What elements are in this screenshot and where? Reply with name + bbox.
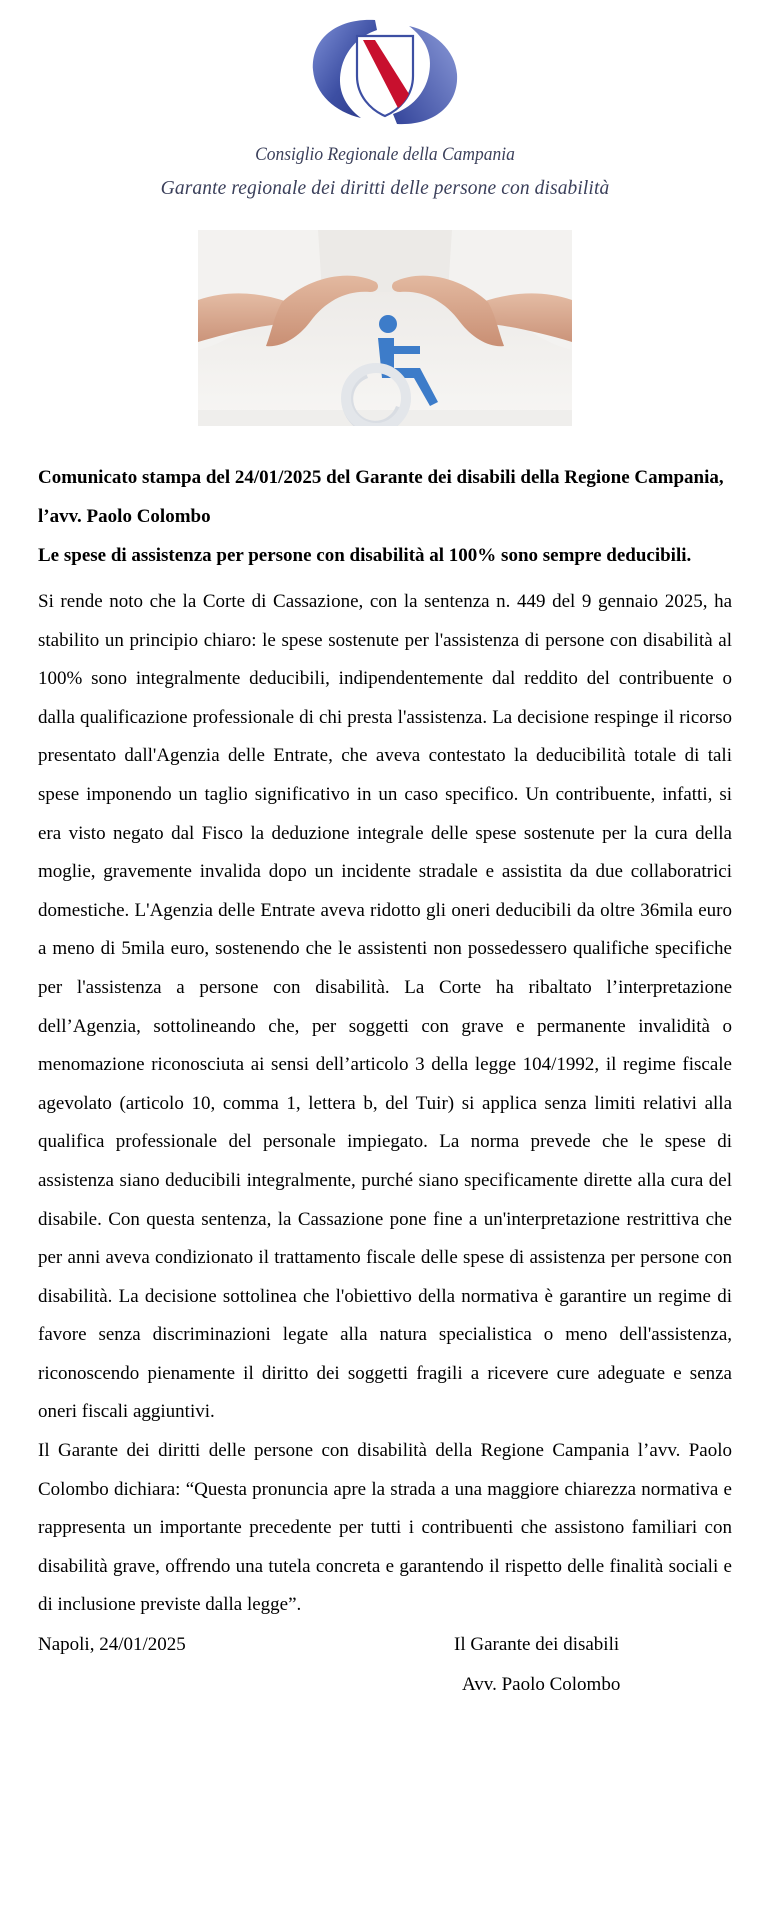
signature-name: Avv. Paolo Colombo (462, 1674, 621, 1696)
body-paragraph-1: Si rende noto che la Corte di Cassazione, con la sentenza n. 449 del 9 gennaio 2025, ha stabilito un principio chiaro: le spese sostenute per l'assistenza di persone con disabilità al 100% sono integralmente deducibili, indipendentemente dal reddito del contribuente o dalla qualificazione professionale di chi presta l'assistenza. La decisione respinge il ricorso presentato dall'Agenzia delle Entrate, che aveva contestato la deducibilità totale di tali spese imponendo un taglio significativo in un caso specifico. Un contribuente, infatti, si era visto negato dal Fisco la deduzione integrale delle spese sostenute per la cura della moglie, gravemente invalida dopo un incidente stradale e assistita da due collaboratrici domestiche. L'Agenzia delle Entrate aveva ridotto gli oneri deducibili da oltre 36mila euro a meno di 5mila euro, sostenendo che le assistenti non possedessero qualifiche specifiche per l'assistenza a persone con disabilità. La Corte ha ribaltato l’interpretazione dell’Agenzia, sottolineando che, per soggetti con grave e permanente invalidità o menomazione riconosciuta ai sensi dell’articolo 3 della legge 104/1992, il regime fiscale agevolato (articolo 10, comma 1, lettera b, del Tuir) si applica senza limiti relativi alla qualifica professionale del personale impiegato. La norma prevede che le spese di assistenza siano deducibili integralmente, purché siano specificamente dirette alla cura del disabile. Con questa sentenza, la Cassazione pone fine a un'interpretazione restrittiva che per anni aveva condizionato il trattamento fiscale delle spese di assistenza per persone con disabilità. La decisione sottolinea che l'obiettivo della normativa è garantire un regime di favore senza discriminazioni legate alla natura specialistica o meno dell'assistenza, riconoscendo pienamente il diritto dei soggetti fragili a ricevere cure adeguate e senza oneri fiscali aggiuntivi. (38, 591, 732, 1423)
office-name: Garante regionale dei diritti delle persone con disabilità (160, 178, 610, 199)
headline-title: Comunicato stampa del 24/01/2025 del Garante dei disabili della Regione Campania, l’avv. Paolo Colombo (38, 467, 724, 527)
signature-row (38, 1625, 732, 1705)
letterhead (38, 0, 732, 200)
headline-subtitle: Le spese di assistenza per persone con disabilità al 100% sono sempre deducibili. (38, 545, 692, 566)
body-text (38, 583, 732, 1625)
signature-block (454, 1625, 654, 1705)
headline (38, 458, 732, 575)
campania-council-logo (305, 14, 465, 130)
signature-title: Il Garante dei disabili (454, 1634, 620, 1656)
protective-hands-photo (198, 230, 572, 426)
place-date: Napoli, 24/01/2025 (38, 1634, 186, 1656)
org-name: Consiglio Regionale della Campania (255, 144, 515, 165)
body-paragraph-2: Il Garante dei diritti delle persone con disabilità della Regione Campania l’avv. Paolo Colombo dichiara: “Questa pronuncia apre la strada a una maggiore chiarezza normativa e rappresenta un importante precedente per tutti i contribuenti che assistono familiari con disabilità grave, offrendo una tutela concreta e garantendo il rispetto delle finalità sociali e di inclusione previste dalla legge”. (38, 1440, 732, 1616)
